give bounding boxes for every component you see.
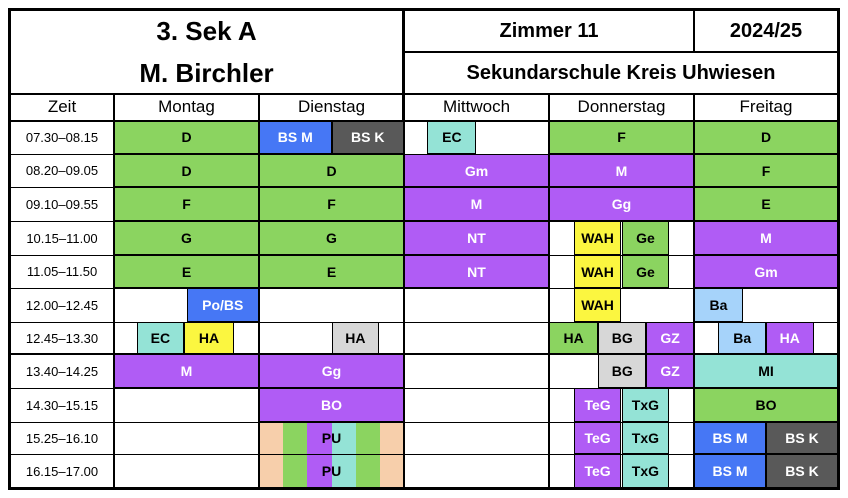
lesson-BS-M: BS M [259,120,332,154]
lesson-BS-K: BS K [766,422,838,454]
column-header-friday: Freitag [739,97,793,116]
lesson-M: M [549,154,694,187]
column-header-time: Zeit [47,97,77,116]
grid-line [403,94,405,488]
lesson-E: E [694,187,838,221]
lesson-Po-BS: Po/BS [187,288,260,322]
lesson-NT: NT [404,255,549,288]
lesson-GZ: GZ [646,354,694,388]
lesson-D: D [114,154,259,187]
school-year: 2024/25 [729,19,803,42]
time-slot: 14.30–15.15 [25,397,99,413]
lesson-Gm: Gm [694,255,838,288]
lesson-HA: HA [184,322,235,354]
grid-line [8,288,840,289]
class-name: 3. Sek A [156,15,257,46]
time-slot: 15.25–16.10 [25,430,99,446]
lesson-BS-M: BS M [694,422,766,454]
lesson-HA: HA [549,322,598,354]
grid-line [8,154,840,155]
grid-line [8,8,840,11]
lesson-BG: BG [598,354,646,388]
grid-line [693,8,695,53]
lesson-HA: HA [332,322,380,354]
lesson-Gg: Gg [549,187,694,221]
lesson-HA: HA [766,322,814,354]
lesson-TxG: TxG [622,388,670,422]
lesson-D: D [259,154,404,187]
lesson-F: F [114,187,259,221]
lesson-TeG: TeG [574,454,622,488]
lesson-EC: EC [137,322,183,354]
lesson-BO: BO [259,388,404,422]
lesson-TxG: TxG [622,422,670,454]
lesson-E: E [259,255,404,288]
room-label: Zimmer 11 [499,19,599,42]
lesson-BS-M: BS M [694,454,766,488]
grid-line [8,187,840,188]
lesson-G: G [114,221,259,255]
lesson-D: D [114,120,259,154]
grid-line [693,94,695,488]
lesson-BG: BG [598,322,646,354]
lesson-PU: PU [321,463,342,479]
lesson-BS-K: BS K [332,120,405,154]
time-slot: 07.30–08.15 [25,129,99,145]
grid-line [8,422,840,423]
time-slot: 08.20–09.05 [25,163,99,178]
time-slot: 12.45–13.30 [25,330,99,346]
grid-line [403,51,840,53]
lesson-MI: MI [694,354,838,388]
grid-line [548,94,550,488]
lesson-TxG: TxG [622,454,670,488]
lesson-BS-K: BS K [766,454,838,488]
grid-line [8,487,840,490]
time-slot: 16.15–17.00 [25,463,99,479]
grid-line [258,94,260,488]
column-header-wednesday: Mittwoch [442,97,511,116]
lesson-Ba: Ba [694,288,743,322]
lesson-G: G [259,221,404,255]
lesson-WAH: WAH [574,255,622,288]
grid-line [8,221,840,222]
lesson-D: D [694,120,838,154]
lesson-TeG: TeG [574,422,622,454]
lesson-Gm: Gm [404,154,549,187]
column-header-thursday: Donnerstag [577,97,666,116]
time-slot: 10.15–11.00 [26,230,98,246]
lesson-E: E [114,255,259,288]
teacher-name: M. Birchler [139,57,274,88]
grid-line [8,322,840,323]
lesson-PU: PU [321,430,342,446]
grid-line [8,8,11,490]
grid-line [837,8,840,490]
lesson-Ge: Ge [622,221,670,255]
lesson-BO: BO [694,388,838,422]
time-slot: 11.05–11.50 [26,264,98,279]
lesson-Ba: Ba [718,322,766,354]
lesson-WAH: WAH [574,288,622,322]
lesson-M: M [404,187,549,221]
lesson-WAH: WAH [574,221,622,255]
lesson-M: M [694,221,838,255]
grid-line [8,93,840,95]
lesson-TeG: TeG [574,388,622,422]
column-header-monday: Montag [158,97,215,116]
grid-line [8,454,840,455]
time-slot: 13.40–14.25 [25,363,99,379]
time-slot: 12.00–12.45 [25,297,99,313]
lesson-F: F [259,187,404,221]
grid-line [8,255,840,256]
grid-line [8,388,840,389]
lesson-EC: EC [427,120,476,154]
lesson-NT: NT [404,221,549,255]
grid-line [8,120,840,122]
column-header-tuesday: Dienstag [297,97,366,116]
lesson-F: F [694,154,838,187]
lesson-GZ: GZ [646,322,694,354]
lesson-F: F [549,120,694,154]
lesson-Gg: Gg [259,354,404,388]
lesson-Ge: Ge [622,255,670,288]
grid-line [8,353,840,355]
grid-line [113,94,115,488]
time-slot: 09.10–09.55 [25,196,99,212]
lesson-M: M [114,354,259,388]
school-name: Sekundarschule Kreis Uhwiesen [466,61,776,84]
